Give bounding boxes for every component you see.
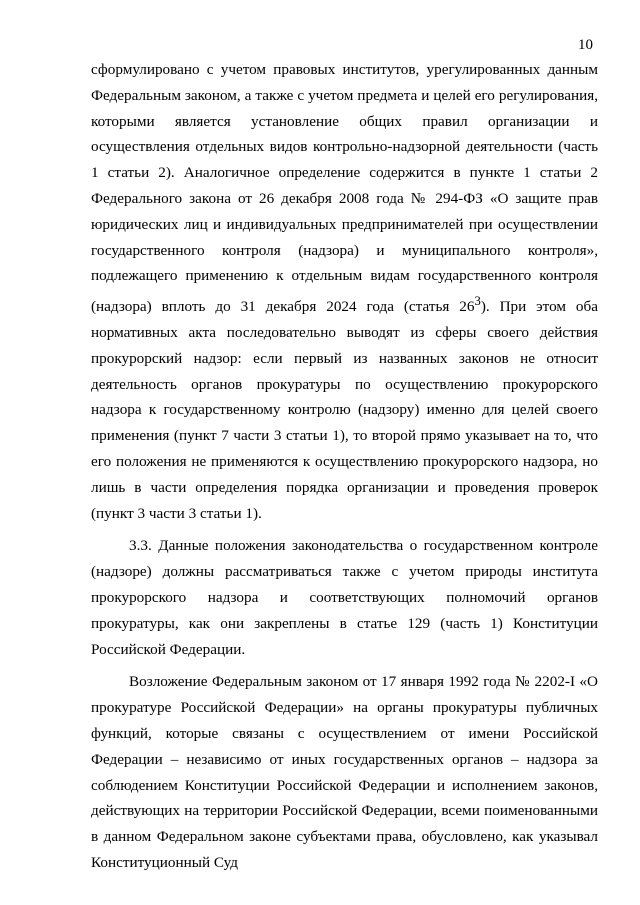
document-body <box>91 57 598 876</box>
paragraph-1-text: сформулировано с учетом правовых институтов, урегулированных данным Федеральным законом, а также с учетом предмета и целей его регулирования, которыми является установление общих правил организации и осуществления отдельных видов контрольно-надзорной деятельности (часть 1 статьи 2). Аналогичное определение содержится в пункте 1 статьи 2 Федерального закона от 26 декабря 2008 года № 294-ФЗ «О защите прав юридических лиц и индивидуальных предпринимателей при осуществлении государственного контроля (надзора) и муниципального контроля», подлежащего применению к отдельным видам государственного контроля (надзора) вплоть до 31 декабря 2024 года (статья 26 <box>91 61 598 316</box>
paragraph-2: 3.3. Данные положения законодательства о государственном контроле (надзоре) должны рассматриваться также с учетом природы института прокурорского надзора и соответствующих полномочий органов прокуратуры, как они закреплены в статье 129 (часть 1) Конституции Российской Федерации. <box>91 537 598 658</box>
paragraph-1-text-continued: ). При этом оба нормативных акта последовательно выводят из сферы своего действия прокурорский надзор: если первый из названных законов не относит деятельность органов прокуратуры по осуществлению прокурорского надзора к государственному контролю (надзору) именно для целей своего применения (пункт 7 части 3 статьи 1), то второй прямо указывает на то, что его положения не применяются к осуществлению прокурорского надзора, но лишь в части определения порядка организации и проведения проверок (пункт 3 части 3 статьи 1). <box>91 298 598 522</box>
page-number: 10 <box>578 37 593 53</box>
footnote-superscript: 3 <box>474 294 481 309</box>
paragraph-1 <box>91 57 598 526</box>
paragraph-3: Возложение Федеральным законом от 17 января 1992 года № 2202-I «О прокуратуре Российской Федерации» на органы прокуратуры публичных функций, которые связаны с осуществлением от имени Российской Федерации – независимо от иных государственных органов – надзора за соблюдением Конституции Российской Федерации и исполнением законов, действующих на территории Российской Федерации, всеми поименованными в данном Федеральном законе субъектами права, обусловлено, как указывал Конституционный Суд <box>91 673 598 871</box>
